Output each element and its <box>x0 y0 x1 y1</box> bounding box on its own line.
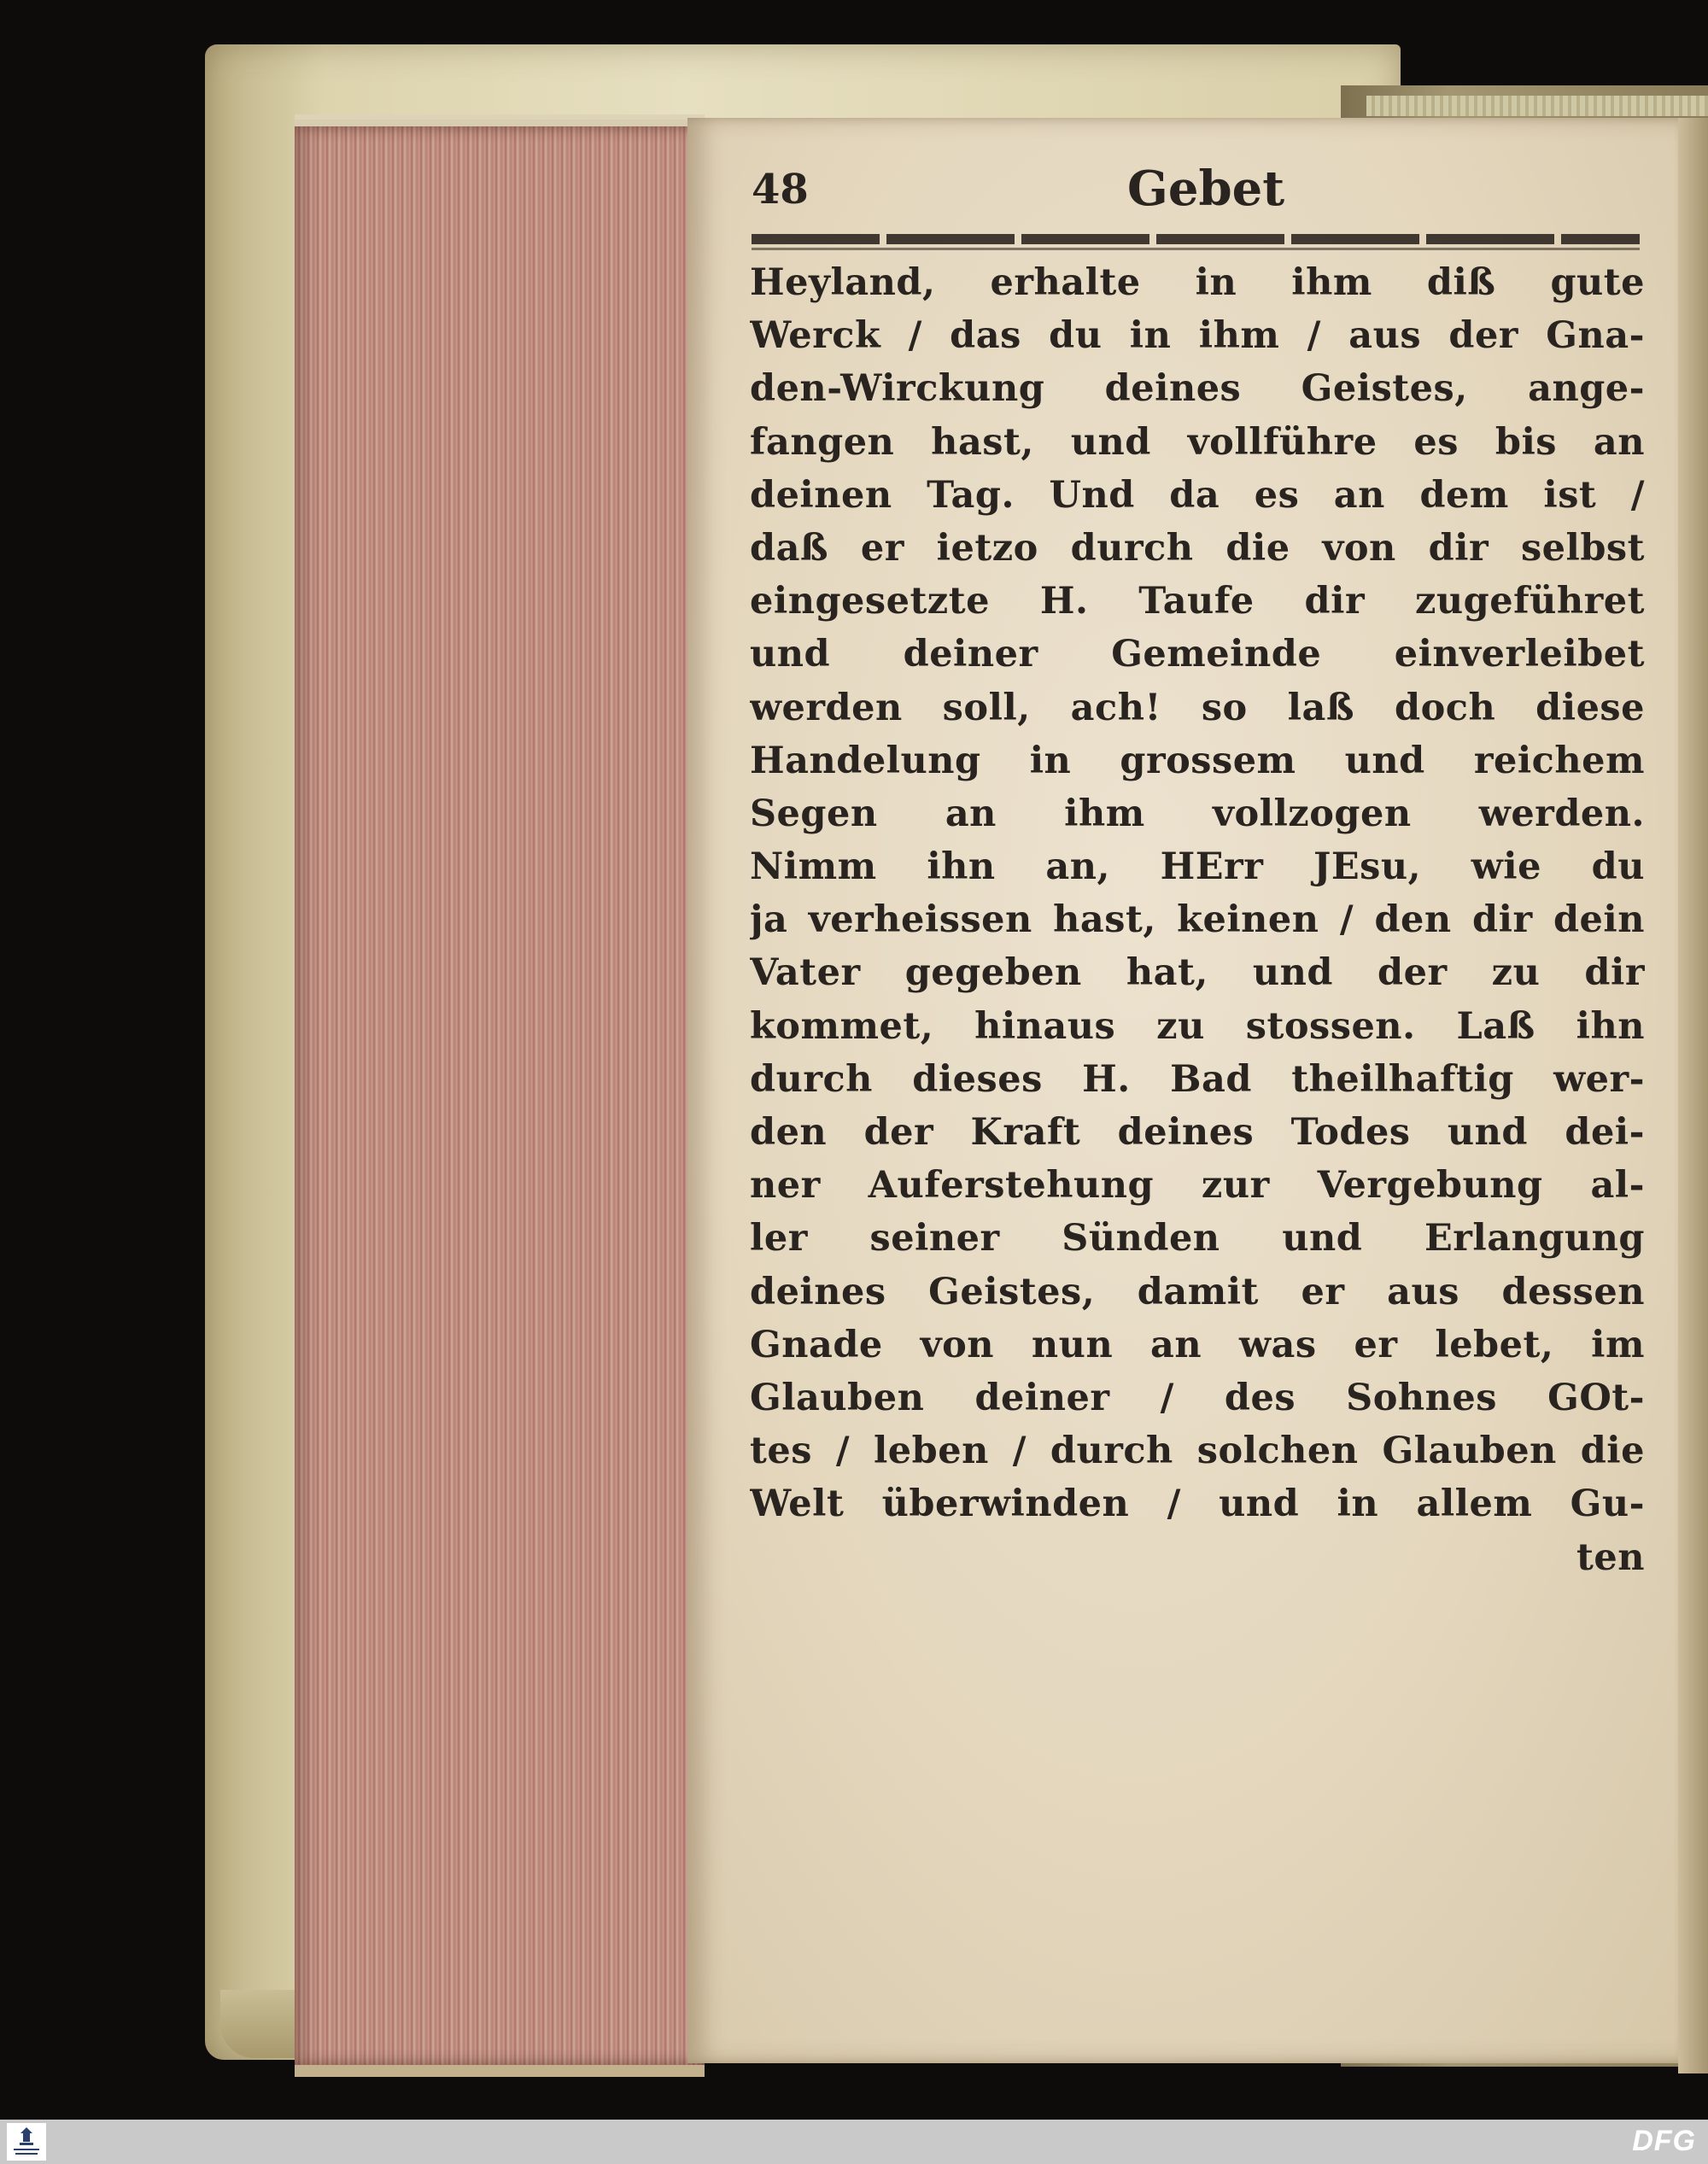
text-line: Glauben deiner / des Sohnes GOt- <box>750 1376 1645 1419</box>
text-line: daß er ietzo durch die von dir selbst <box>750 526 1645 570</box>
text-line: deinen Tag. Und da es an dem ist / <box>750 473 1645 517</box>
text-line: ner Auferstehung zur Vergebung al- <box>750 1164 1645 1208</box>
text-line: Gnade von nun an was er lebet, im <box>750 1323 1645 1366</box>
text-line: den der Kraft deines Todes und dei- <box>750 1111 1645 1154</box>
text-line: Heyland, erhalte in ihm diß gute <box>750 261 1645 304</box>
text-line: durch dieses H. Bad theilhaftig wer- <box>750 1057 1645 1101</box>
text-line: eingesetzte H. Taufe dir zugeführet <box>750 580 1645 623</box>
running-head: Gebet <box>1127 161 1285 217</box>
body-text <box>750 256 1645 1584</box>
text-line: Werck / das du in ihm / aus der Gna- <box>750 314 1645 358</box>
library-emblem-icon <box>7 2123 46 2161</box>
catchword: ten <box>1576 1535 1645 1579</box>
text-line: fangen hast, und vollführe es bis an <box>750 420 1645 464</box>
back-cover-headband <box>1366 96 1708 116</box>
text-line: Nimm ihn an, HErr JEsu, wie du <box>750 845 1645 889</box>
text-line: Handelung in grossem und reichem <box>750 739 1645 782</box>
text-line: kommet, hinaus zu stossen. Laß ihn <box>750 1004 1645 1048</box>
text-line: deines Geistes, damit er aus dessen <box>750 1270 1645 1313</box>
text-line: und deiner Gemeinde einverleibet <box>750 633 1645 676</box>
text-line: werden soll, ach! so laß doch diese <box>750 686 1645 729</box>
page-header <box>752 154 1640 231</box>
text-line: ler seiner Sünden und Erlangung <box>750 1217 1645 1260</box>
page-number: 48 <box>752 166 809 213</box>
page-fore-edge <box>295 120 705 2077</box>
text-line: Segen an ihm vollzogen werden. <box>750 792 1645 835</box>
page-gutter-curl <box>1678 118 1708 2073</box>
text-line: tes / leben / durch solchen Glauben die <box>750 1430 1645 1473</box>
dfg-credit: DFG <box>1632 2125 1696 2157</box>
text-line: den-Wirckung deines Geistes, ange- <box>750 367 1645 411</box>
viewer-footer-bar <box>0 2120 1708 2164</box>
text-line: ja verheissen hast, keinen / den dir dein <box>750 898 1645 942</box>
text-line: Welt überwinden / und in allem Gu- <box>750 1483 1645 1526</box>
header-rule <box>752 234 1640 244</box>
header-rule-thin <box>752 248 1640 250</box>
text-line: Vater gegeben hat, und der zu dir <box>750 951 1645 995</box>
